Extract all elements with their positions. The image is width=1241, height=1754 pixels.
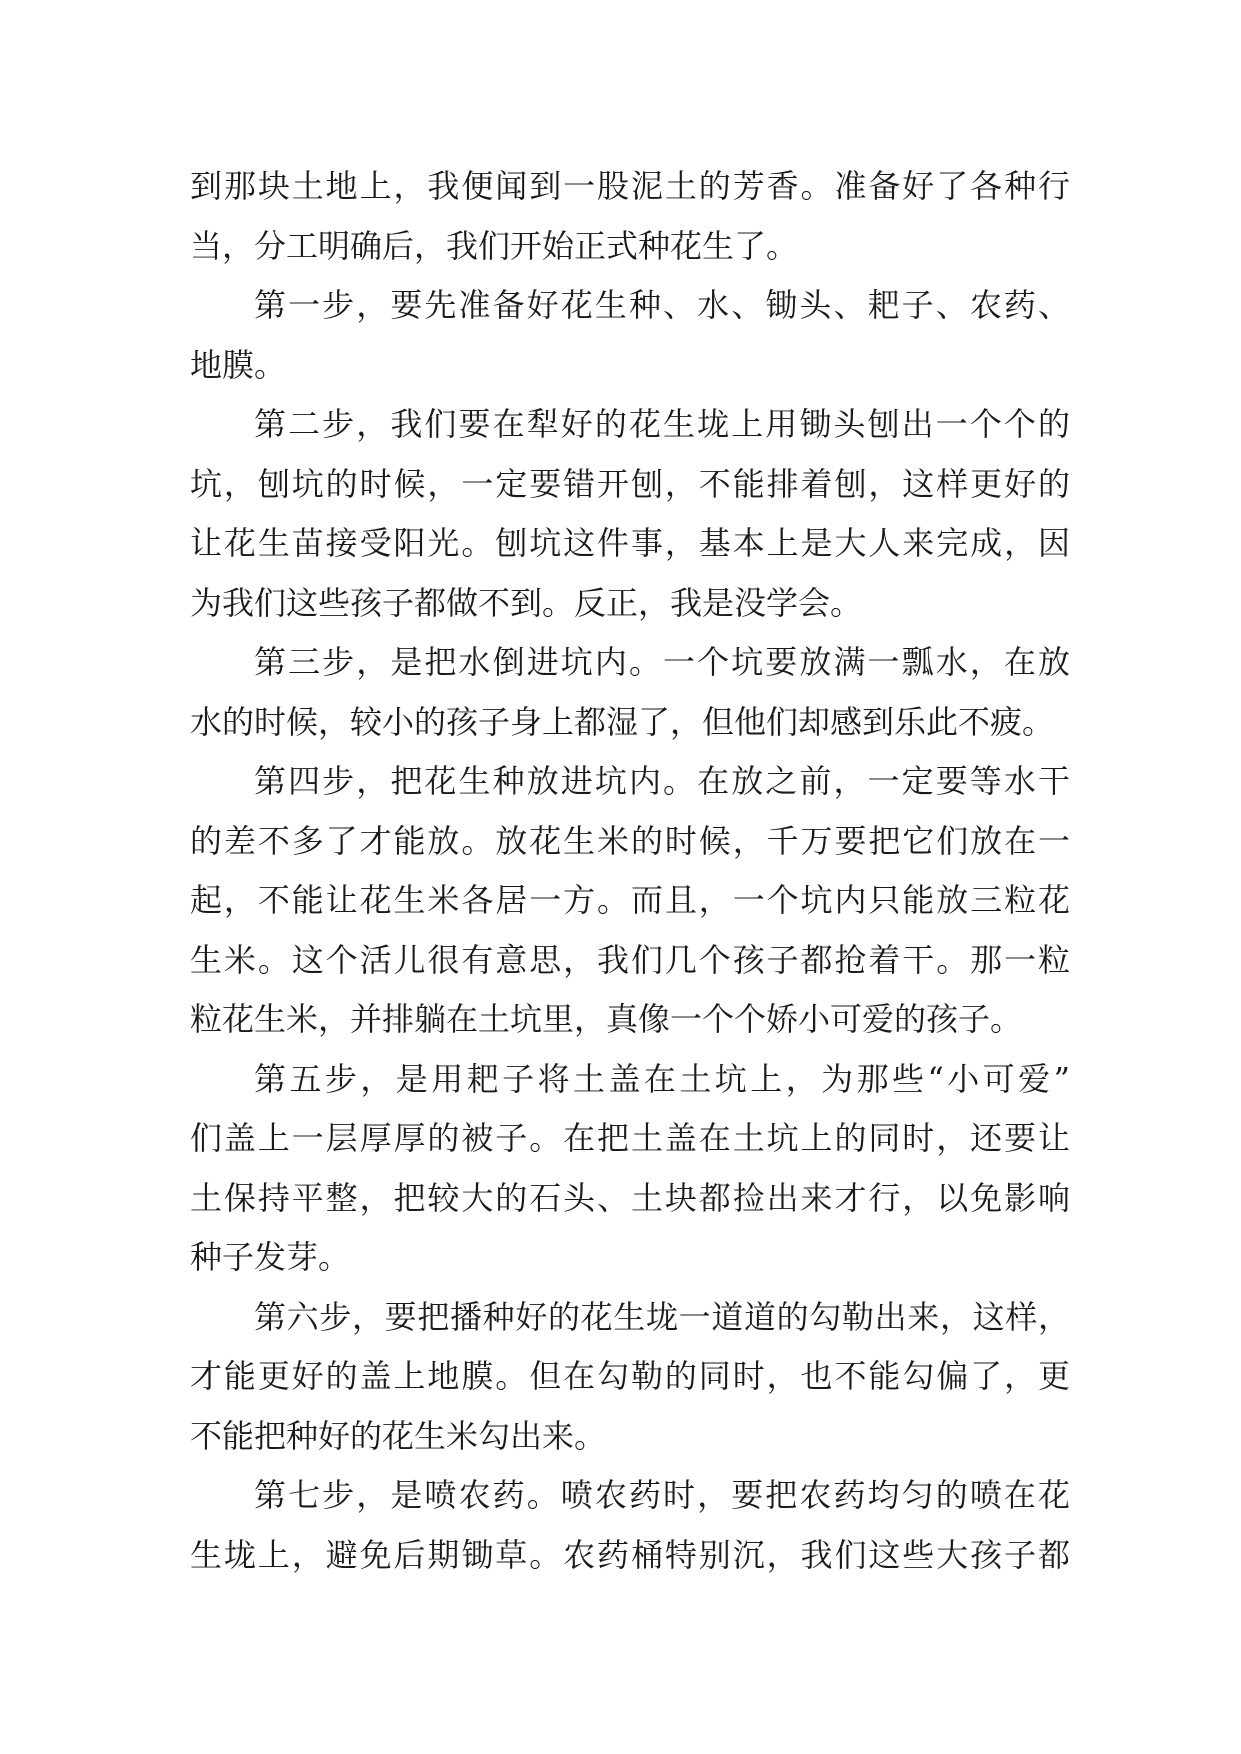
paragraph-first-line: 第四步，把花生种放进坑内。在放之前，一定要等水干: [254, 762, 1070, 800]
text-line: 起，不能让花生米各居一方。而且，一个坑内只能放三粒花: [190, 881, 1070, 919]
text-line: 粒花生米，并排躺在土坑里，真像一个个娇小可爱的孩子。: [190, 1000, 1023, 1038]
paragraph-first-line: 第二步，我们要在犁好的花生垅上用锄头刨出一个个的: [254, 405, 1070, 443]
text-line: 地膜。: [190, 345, 287, 384]
text-line: 们盖上一层厚厚的被子。在把土盖在土坑上的同时，还要让: [190, 1119, 1070, 1157]
paragraph-first-line: 第一步，要先准备好花生种、水、锄头、耙子、农药、: [254, 286, 1070, 324]
text-line: 不能把种好的花生米勾出来。: [190, 1416, 607, 1455]
text-line: 为我们这些孩子都做不到。反正，我是没学会。: [190, 583, 863, 622]
paragraph-first-line: 第五步，是用耙子将土盖在土坑上，为那些“小可爱”: [254, 1059, 1070, 1098]
text-line: 让花生苗接受阳光。刨坑这件事，基本上是大人来完成，因: [190, 524, 1070, 562]
text-line: 到那块土地上，我便闻到一股泥土的芳香。准备好了各种行: [190, 167, 1070, 205]
text-line: 水的时候，较小的孩子身上都湿了，但他们却感到乐此不疲。: [190, 702, 1055, 741]
text-line: 生米。这个活儿很有意思，我们几个孩子都抢着干。那一粒: [190, 940, 1070, 979]
paragraph-first-line: 第三步，是把水倒进坑内。一个坑要放满一瓢水，在放: [254, 643, 1070, 681]
text-line: 当，分工明确后，我们开始正式种花生了。: [190, 226, 799, 265]
text-line: 土保持平整，把较大的石头、土块都捡出来才行，以免影响: [190, 1178, 1070, 1217]
text-line: 才能更好的盖上地膜。但在勾勒的同时，也不能勾偏了，更: [190, 1357, 1070, 1395]
paragraph-first-line: 第六步，要把播种好的花生垅一道道的勾勒出来，这样，: [254, 1297, 1070, 1336]
body-text: [190, 157, 1070, 1585]
text-line: 种子发芽。: [190, 1238, 351, 1276]
text-line: 坑，刨坑的时候，一定要错开刨，不能排着刨，这样更好的: [190, 464, 1070, 503]
text-line: 生垅上，避免后期锄草。农药桶特别沉，我们这些大孩子都: [190, 1535, 1070, 1574]
paragraph-first-line: 第七步，是喷农药。喷农药时，要把农药均匀的喷在花: [254, 1476, 1070, 1514]
text-line: 的差不多了才能放。放花生米的时候，千万要把它们放在一: [190, 821, 1070, 860]
